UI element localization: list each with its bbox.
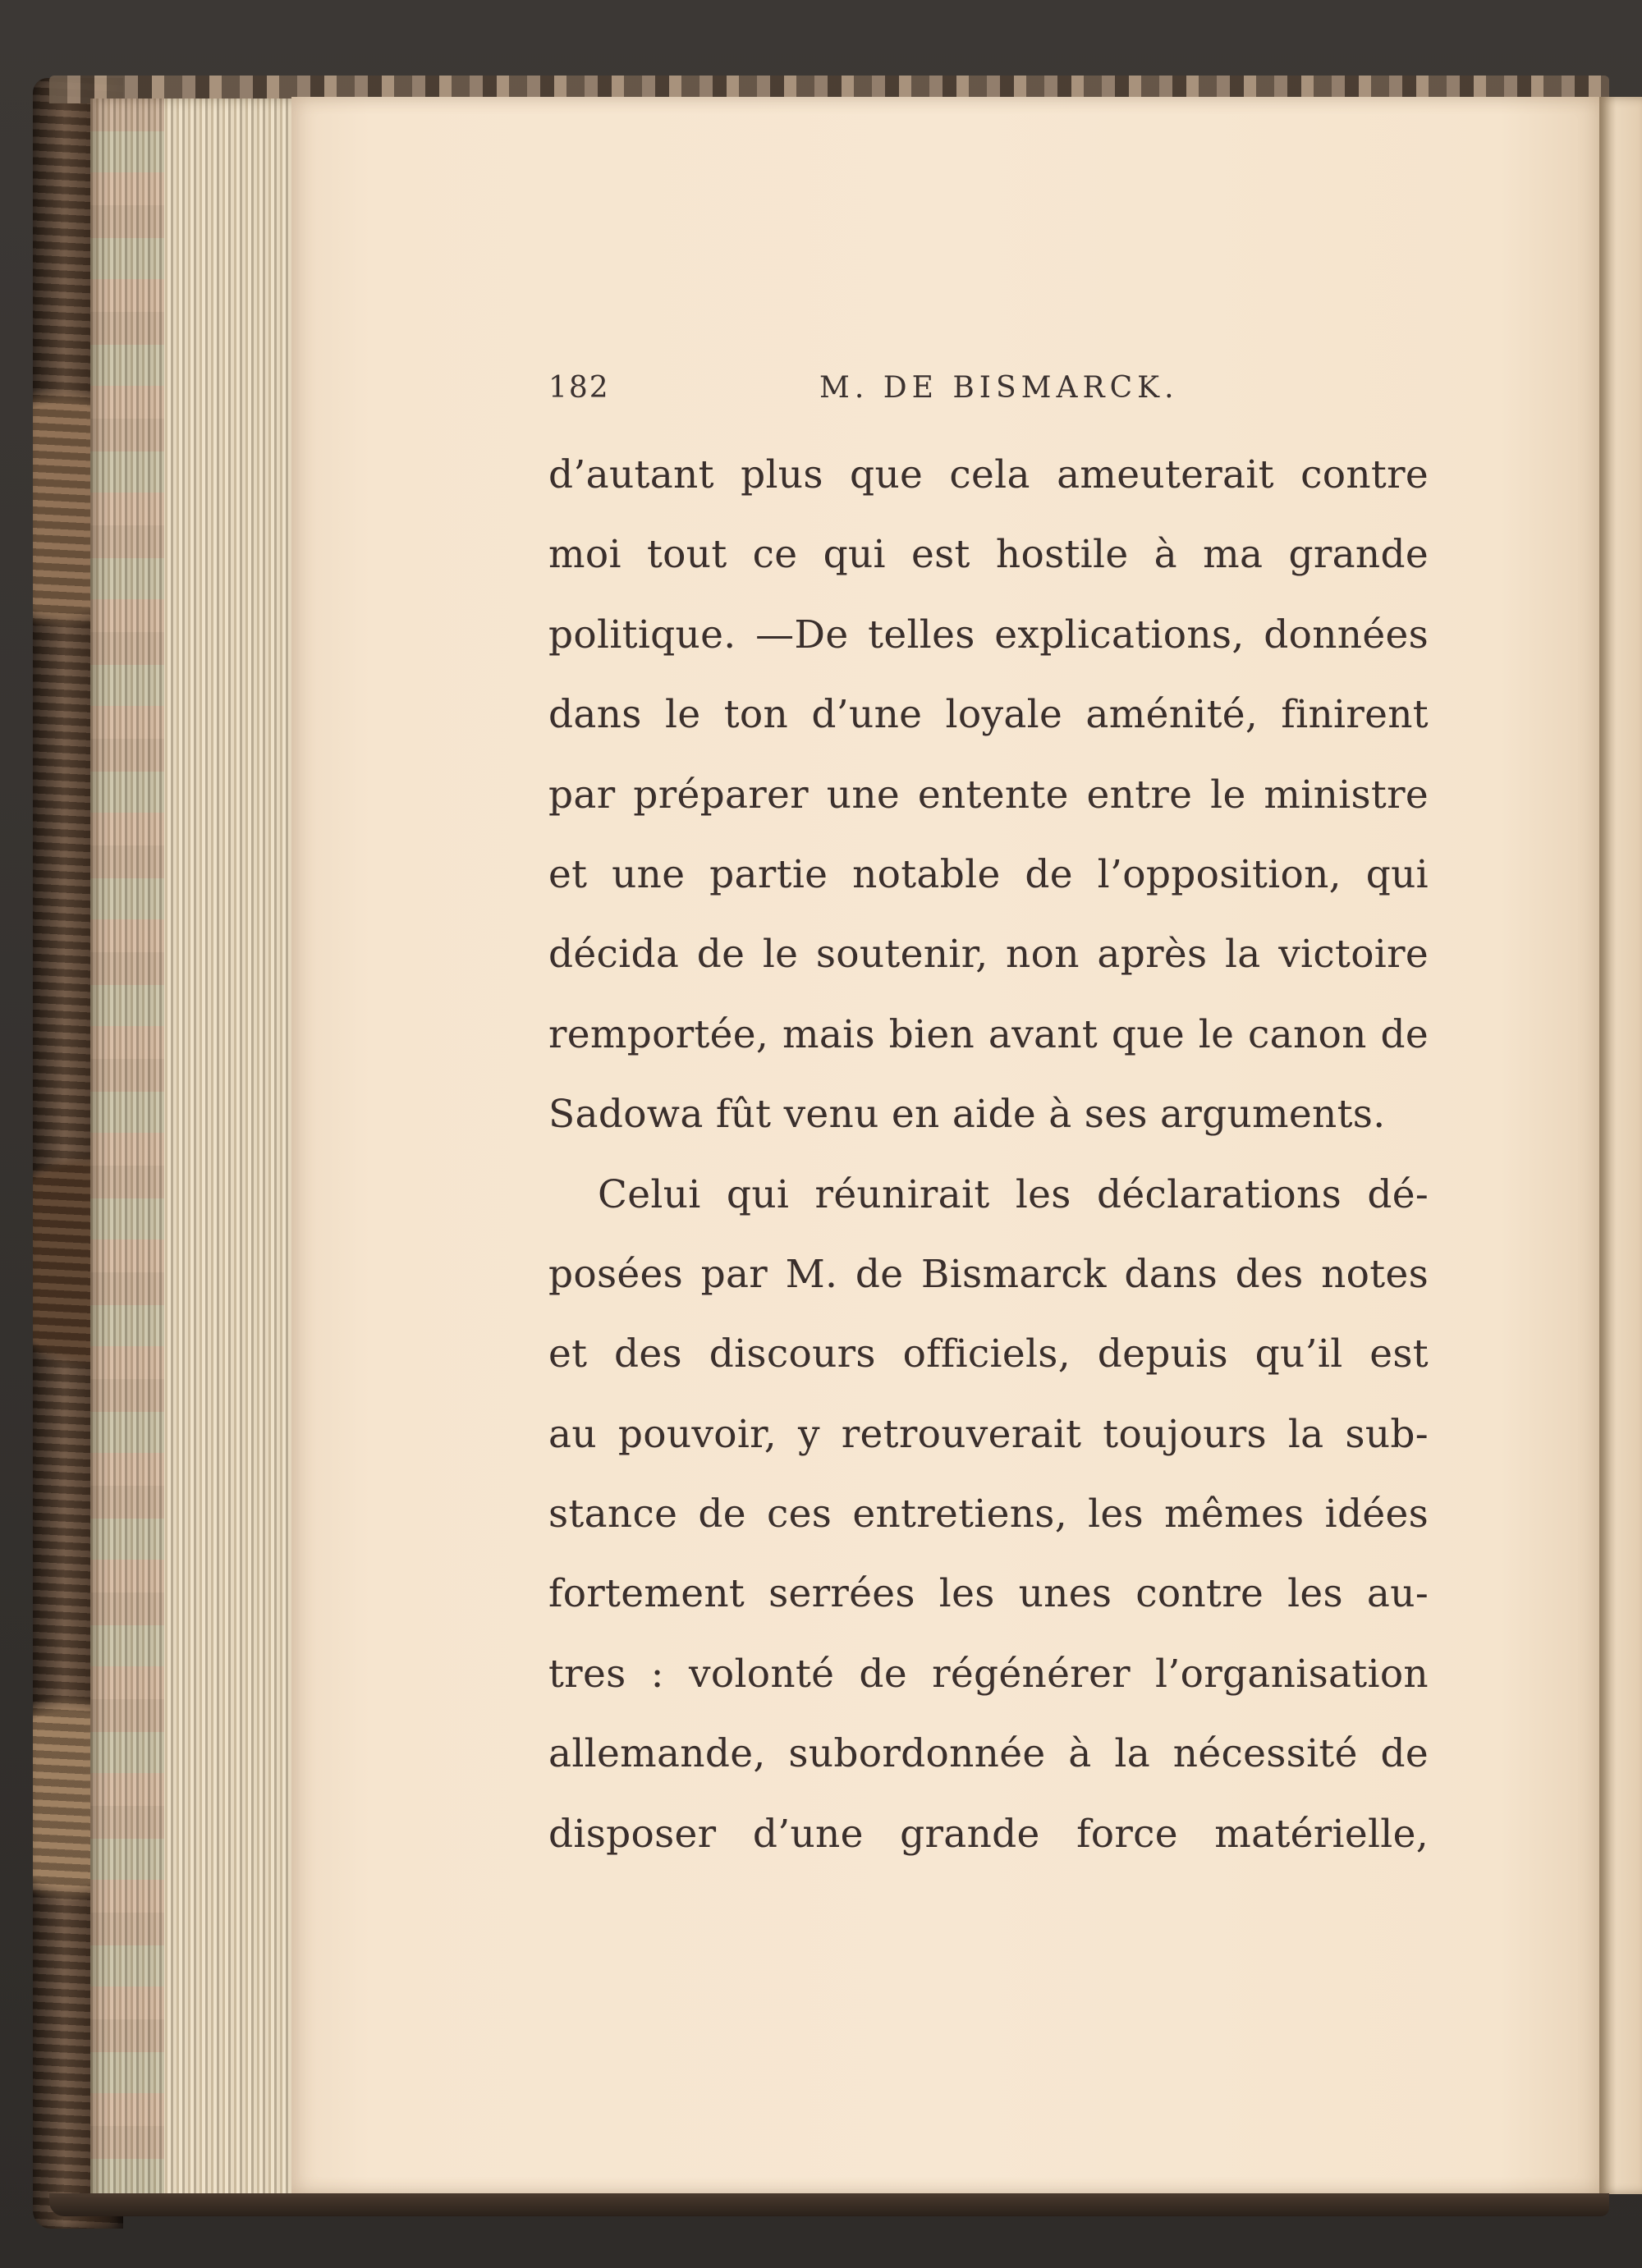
running-title: M. DE BISMARCK. xyxy=(819,371,1179,405)
text-line: stance de ces entretiens, les mêmes idées xyxy=(548,1491,1429,1537)
text-line: d’autant plus que cela ameuterait contre xyxy=(548,452,1429,497)
text-line: disposer d’une grande force matérielle, xyxy=(548,1811,1429,1857)
text-line: au pouvoir, y retrouverait toujours la sub- xyxy=(548,1411,1429,1457)
text-line: et une partie notable de l’opposition, qui xyxy=(548,851,1429,897)
text-line: posées par M. de Bismarck dans des notes xyxy=(548,1251,1429,1297)
text-line: et des discours officiels, depuis qu’il est xyxy=(548,1331,1429,1377)
stacked-page-edges xyxy=(90,99,296,2212)
text-line: décida de le soutenir, non après la victoire xyxy=(548,932,1429,978)
book-bottom-edge xyxy=(49,2193,1609,2216)
text-line: allemande, subordonnée à la nécessité de xyxy=(548,1731,1429,1777)
running-head xyxy=(548,371,1427,420)
facing-page-edge xyxy=(1599,97,1642,2194)
text-line: fortement serrées les unes contre les au- xyxy=(548,1571,1429,1617)
text-line: moi tout ce qui est hostile à ma grande xyxy=(548,532,1429,578)
body-text xyxy=(548,435,1429,1874)
page-number: 182 xyxy=(548,371,610,405)
text-line: Sadowa fût venu en aide à ses arguments. xyxy=(548,1092,1386,1138)
text-line: remportée, mais bien avant que le canon de xyxy=(548,1011,1429,1057)
text-line: politique. —De telles explications, données xyxy=(548,612,1429,657)
text-line: tres : volonté de régénérer l’organisation xyxy=(548,1651,1429,1697)
text-line: dans le ton d’une loyale aménité, finirent xyxy=(548,692,1429,738)
text-line: Celui qui réunirait les déclarations dé- xyxy=(598,1171,1429,1217)
text-line: par préparer une entente entre le ministre xyxy=(548,772,1429,818)
